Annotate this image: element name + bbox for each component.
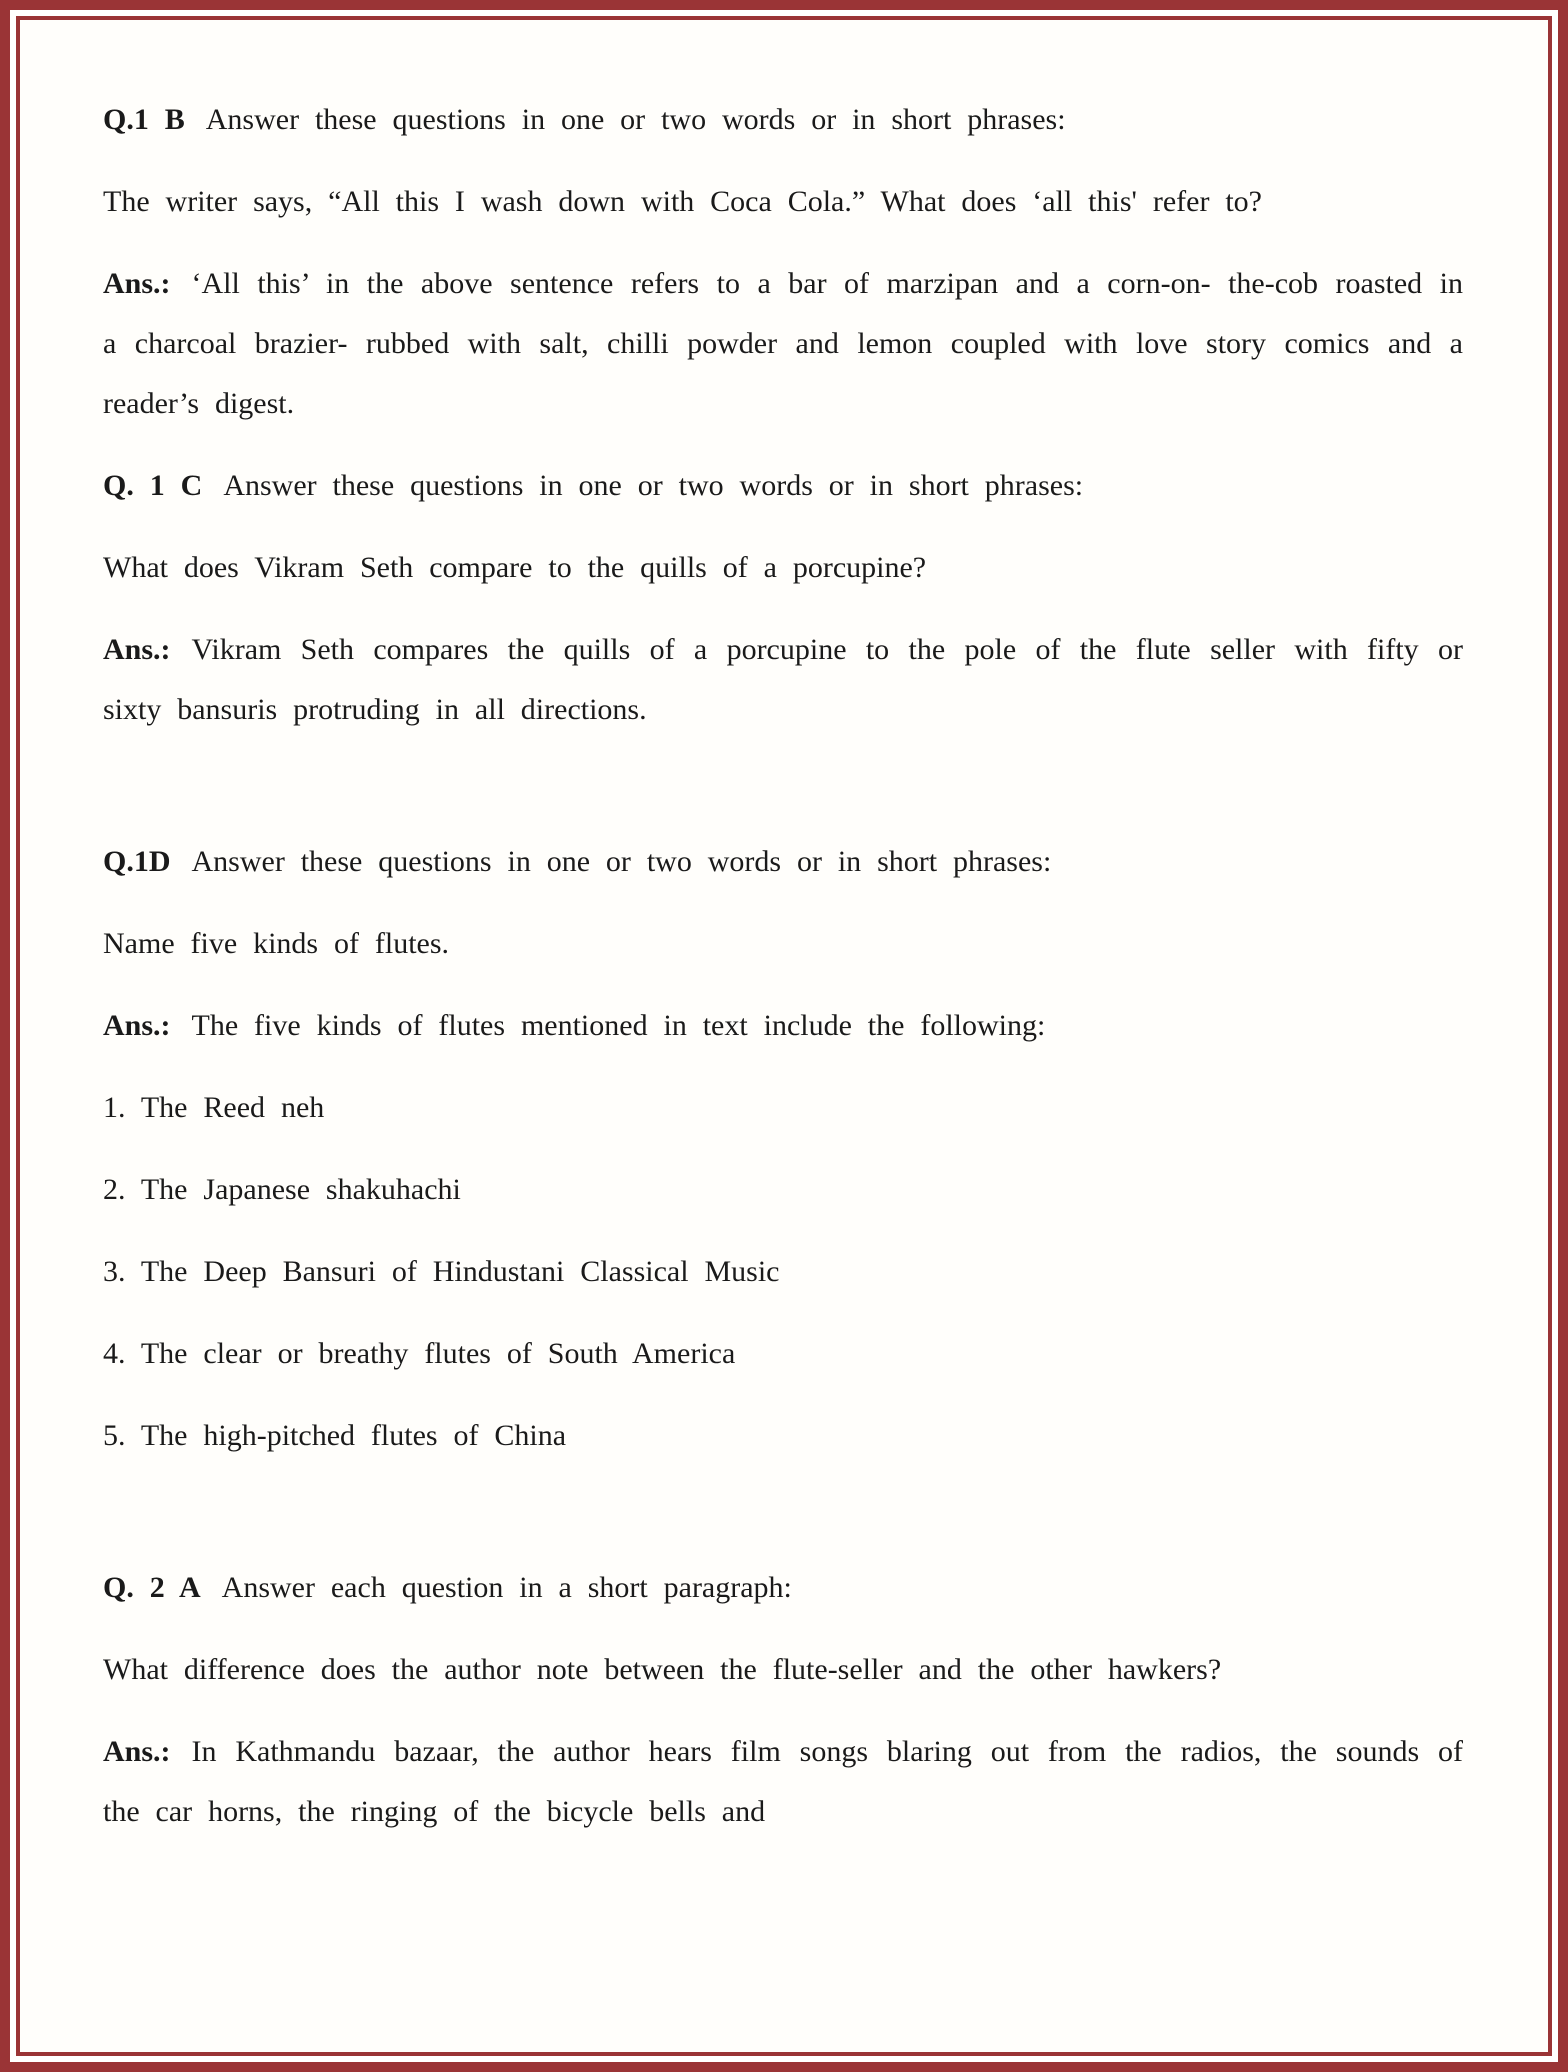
list-item-text: 1. The Reed neh bbox=[103, 1091, 325, 1124]
question-header bbox=[103, 90, 1463, 150]
question-number: Q.1D bbox=[103, 845, 171, 878]
question-text bbox=[103, 538, 1463, 598]
answer-label: Ans.: bbox=[103, 633, 171, 666]
flute-list-item bbox=[103, 1324, 1463, 1384]
question-header-text: Answer each question in a short paragraph: bbox=[221, 1571, 792, 1604]
answer-text: ‘All this’ in the above sentence refers to a bar of marzipan and a corn-on- the-cob roasted in a charcoal brazier- rubbed with salt, chilli powder and lemon coupled with love story comics and a reader’s digest. bbox=[103, 267, 1463, 420]
answer-paragraph bbox=[103, 996, 1463, 1056]
answer-label: Ans.: bbox=[103, 1009, 171, 1042]
question-body: Name five kinds of flutes. bbox=[103, 927, 450, 960]
question-text bbox=[103, 172, 1463, 232]
answer-label: Ans.: bbox=[103, 267, 171, 300]
list-item-text: 5. The high-pitched flutes of China bbox=[103, 1419, 567, 1452]
answer-paragraph bbox=[103, 620, 1463, 740]
question-header bbox=[103, 1558, 1463, 1618]
question-body: The writer says, “All this I wash down with Coca Cola.” What does ‘all this' refer to? bbox=[103, 185, 1262, 218]
flute-list-item bbox=[103, 1078, 1463, 1138]
answer-text: The five kinds of flutes mentioned in text include the following: bbox=[191, 1009, 1046, 1042]
flute-list-item bbox=[103, 1160, 1463, 1220]
question-header-text: Answer these questions in one or two words or in short phrases: bbox=[223, 469, 1084, 502]
answer-text: In Kathmandu bazaar, the author hears film songs blaring out from the radios, the sounds of the car horns, the ringing of the bicycle bells and bbox=[103, 1735, 1463, 1828]
question-number: Q.1 B bbox=[103, 103, 185, 136]
question-header bbox=[103, 832, 1463, 892]
question-number: Q. 2 A bbox=[103, 1571, 201, 1604]
answer-paragraph bbox=[103, 254, 1463, 434]
answer-paragraph bbox=[103, 1722, 1463, 1842]
flute-list-item bbox=[103, 1406, 1463, 1466]
question-number: Q. 1 C bbox=[103, 469, 203, 502]
question-text bbox=[103, 1640, 1463, 1700]
question-header bbox=[103, 456, 1463, 516]
flute-list-item bbox=[103, 1242, 1463, 1302]
question-text bbox=[103, 914, 1463, 974]
question-body: What does Vikram Seth compare to the quills of a porcupine? bbox=[103, 551, 927, 584]
question-header-text: Answer these questions in one or two words or in short phrases: bbox=[191, 845, 1052, 878]
list-item-text: 4. The clear or breathy flutes of South America bbox=[103, 1337, 736, 1370]
answer-text: Vikram Seth compares the quills of a porcupine to the pole of the flute seller with fifty or sixty bansuris protruding in all directions. bbox=[103, 633, 1463, 726]
list-item-text: 3. The Deep Bansuri of Hindustani Classical Music bbox=[103, 1255, 780, 1288]
list-item-text: 2. The Japanese shakuhachi bbox=[103, 1173, 461, 1206]
answer-label: Ans.: bbox=[103, 1735, 171, 1768]
question-header-text: Answer these questions in one or two words or in short phrases: bbox=[205, 103, 1066, 136]
document-page bbox=[16, 16, 1552, 2056]
question-body: What difference does the author note between the flute-seller and the other hawkers? bbox=[103, 1653, 1222, 1686]
